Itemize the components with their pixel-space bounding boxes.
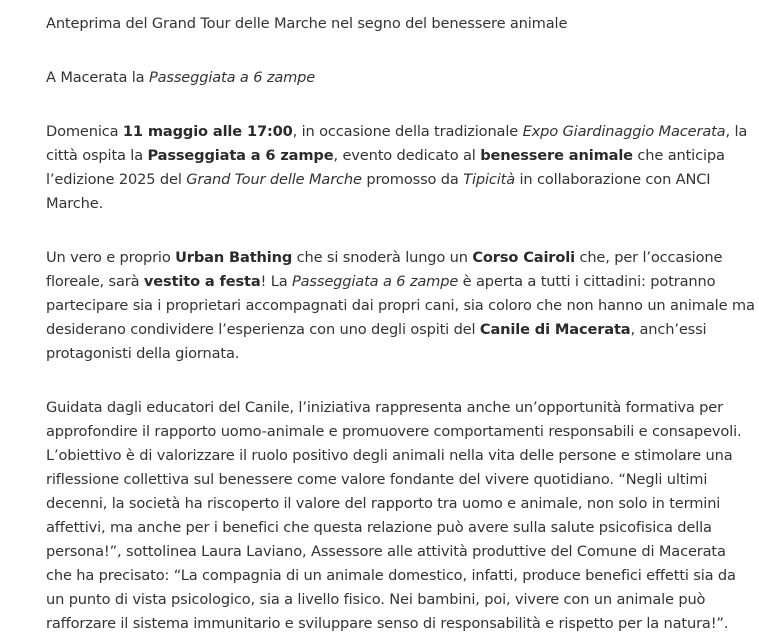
text-run: che anticipa l’edizione 2025 del: [46, 147, 725, 188]
subtitle-text: A Macerata la: [46, 69, 149, 86]
paragraph-event-date: [46, 120, 756, 216]
text-run: Un vero e proprio: [46, 249, 176, 266]
event-name-italic: Passeggiata a 6 zampe: [291, 273, 459, 290]
intro-line: [46, 12, 756, 36]
paragraph-urban-bathing: [46, 246, 756, 366]
text-run: , anch’essi protagonisti della giornata.: [46, 321, 707, 362]
text-run: , la città ospita la: [46, 123, 748, 164]
text-run: , evento dedicato al: [333, 147, 481, 164]
text-run: Domenica: [46, 123, 123, 140]
animal-welfare-bold: benessere animale: [480, 147, 633, 164]
tipicita-italic: Tipicità: [463, 171, 516, 188]
text-run: ! La: [260, 273, 292, 290]
text-run: promosso da: [361, 171, 464, 188]
quote-text: Guidata dagli educatori del Canile, l’iniziativa rappresenta anche un’opportunità formativa per approfondire il rapporto uomo-animale e promuovere comportamenti responsabili e consapevoli. L’obiettivo è di valorizzare il ruolo positivo degli animali nella vita delle persone e stimolare una riflessione collettiva sul benessere come valore fondante del vivere quotidiano. “Negli ultimi decenni, la società ha riscoperto il valore del rapporto tra uomo e animale, non solo in termini affettivi, ma anche per i benefici che questa relazione può avere sulla salute psicofisica della persona!”, sottolinea Laura Laviano, Assessore alle attività produttive del Comune di Macerata che ha precisato: “La compagnia di un animale domestico, infatti, produce benefici effetti sia da un punto di vista psicologico, sia a livello fisico. Nei bambini, poi, vivere con un animale può rafforzare il sistema immunitario e sviluppare senso di responsabilità e rispetto per la natura!”.: [46, 399, 742, 632]
subtitle-line: [46, 66, 756, 90]
event-name-bold: Passeggiata a 6 zampe: [147, 147, 334, 164]
intro-text: Anteprima del Grand Tour delle Marche nel segno del benessere animale: [46, 15, 568, 32]
canile-bold: Canile di Macerata: [479, 321, 631, 338]
text-run: è aperta a tutti i cittadini: potranno partecipare sia i proprietari accompagnati dai propri cani, sia coloro che non hanno un animale ma desiderano condividere l’esperienza con uno degli ospiti del: [46, 273, 755, 338]
text-run: che si snoderà lungo un: [292, 249, 473, 266]
event-name-italic: Passeggiata a 6 zampe: [148, 69, 316, 86]
article-body: [46, 12, 756, 636]
corso-cairoli-bold: Corso Cairoli: [472, 249, 575, 266]
text-run: , in occasione della tradizionale: [292, 123, 523, 140]
grand-tour-italic: Grand Tour delle Marche: [186, 171, 362, 188]
expo-name-italic: Expo Giardinaggio Macerata: [522, 123, 726, 140]
text-run: che, per l’occasione floreale, sarà: [46, 249, 723, 290]
text-run: in collaborazione con ANCI Marche.: [46, 171, 711, 212]
vestito-a-festa-bold: vestito a festa: [143, 273, 261, 290]
urban-bathing-bold: Urban Bathing: [175, 249, 293, 266]
event-date-bold: 11 maggio alle 17:00: [122, 123, 293, 140]
paragraph-quote: [46, 396, 756, 636]
